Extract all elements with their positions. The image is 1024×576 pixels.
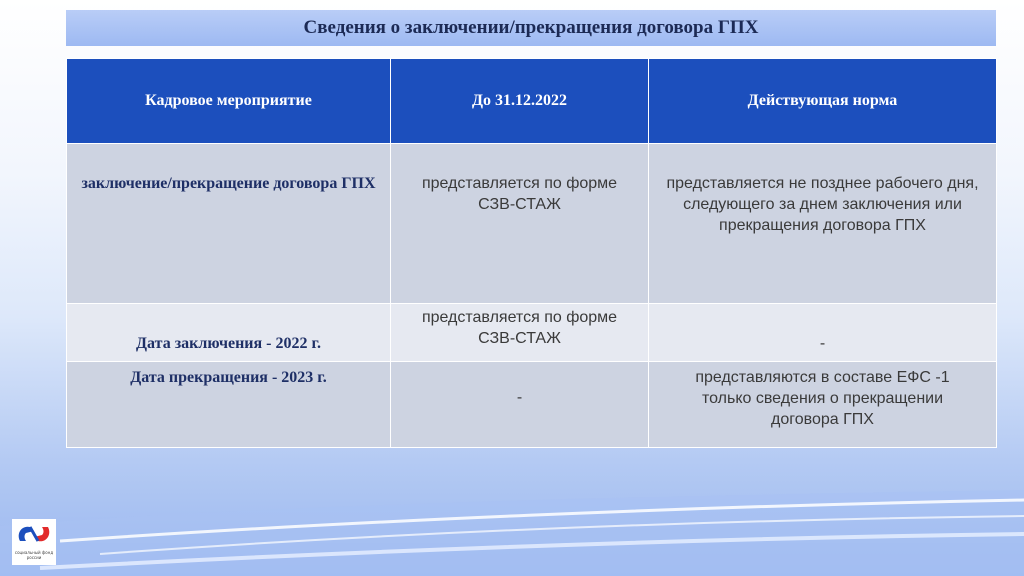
header-event: Кадровое мероприятие	[67, 59, 391, 144]
cell-before	[391, 144, 649, 304]
logo-caption: социальный фонд россии	[14, 550, 54, 560]
table-row	[67, 144, 997, 304]
current-text: представляется не позднее рабочего дня, следующего за днем заключения или прекращения договора ГПХ	[666, 175, 979, 234]
cell-before	[391, 362, 649, 448]
cell-current	[649, 144, 997, 304]
decorative-swoosh	[0, 486, 1024, 576]
before-text: представляется по форме СЗВ-СТАЖ	[421, 309, 618, 347]
current-text: -	[819, 335, 826, 352]
table-row	[67, 362, 997, 448]
row-label: Дата прекращения - 2023 г.	[130, 369, 327, 386]
table-row	[67, 304, 997, 362]
cell-before	[391, 304, 649, 362]
table-header-row	[67, 59, 997, 144]
row-label: заключение/прекращение договора ГПХ	[81, 175, 376, 192]
sfr-logo	[12, 519, 56, 565]
gph-table	[66, 58, 997, 448]
header-current: Действующая норма	[649, 59, 997, 144]
row-label: Дата заключения - 2022 г.	[136, 335, 321, 352]
cell-current	[649, 362, 997, 448]
header-before: До 31.12.2022	[391, 59, 649, 144]
sfr-logo-icon	[12, 519, 56, 549]
cell-label	[67, 362, 391, 448]
cell-label	[67, 144, 391, 304]
cell-current	[649, 304, 997, 362]
current-text: представляются в составе ЕФС -1 только сведения о прекращении договора ГПХ	[695, 369, 950, 428]
before-text: -	[516, 389, 523, 406]
cell-label	[67, 304, 391, 362]
slide-title: Сведения о заключении/прекращения договора ГПХ	[66, 10, 996, 46]
before-text: представляется по форме СЗВ-СТАЖ	[421, 175, 618, 213]
